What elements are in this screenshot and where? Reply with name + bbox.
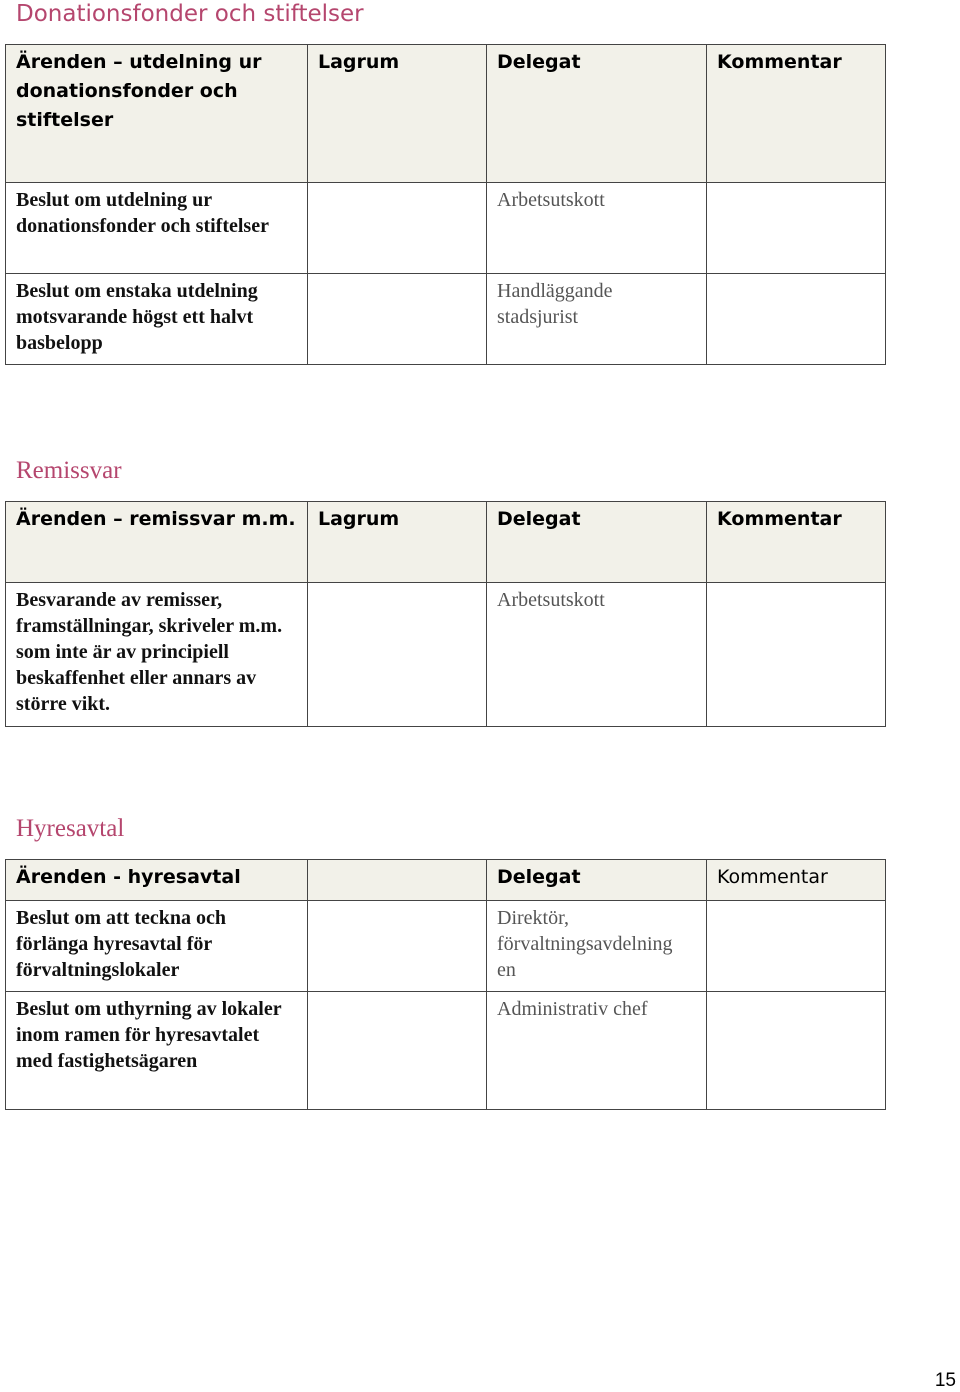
cell-arende: Beslut om att teckna och förlänga hyresavtal för förvaltningslokaler bbox=[6, 901, 308, 992]
section-title-hyresavtal: Hyresavtal bbox=[16, 815, 125, 842]
cell-lagrum bbox=[308, 992, 487, 1110]
cell-delegat: Arbetsutskott bbox=[487, 183, 707, 274]
header-kommentar: Kommentar bbox=[707, 45, 886, 183]
header-kommentar: Kommentar bbox=[707, 860, 886, 901]
header-arenden: Ärenden – remissvar m.m. bbox=[6, 502, 308, 583]
section-title-remissvar: Remissvar bbox=[16, 457, 122, 484]
table-row bbox=[6, 992, 886, 1110]
cell-delegat: Handläggande stadsjurist bbox=[487, 274, 707, 365]
table-donationsfonder bbox=[5, 44, 886, 365]
cell-arende: Besvarande av remisser, framställningar, skriveler m.m. som inte är av principiell beskaffenhet eller annars av större vikt. bbox=[6, 583, 308, 727]
cell-arende: Beslut om utdelning ur donationsfonder och stiftelser bbox=[6, 183, 308, 274]
table-row bbox=[6, 901, 886, 992]
cell-lagrum bbox=[308, 901, 487, 992]
cell-delegat: Direktör, förvaltningsavdelning en bbox=[487, 901, 707, 992]
page-number: 15 bbox=[934, 1370, 956, 1391]
table-row bbox=[6, 583, 886, 727]
header-arenden: Ärenden - hyresavtal bbox=[6, 860, 308, 901]
cell-kommentar bbox=[707, 274, 886, 365]
cell-kommentar bbox=[707, 901, 886, 992]
cell-kommentar bbox=[707, 183, 886, 274]
section-title-donationsfonder: Donationsfonder och stiftelser bbox=[16, 1, 364, 27]
table-hyresavtal bbox=[5, 859, 886, 1110]
table-row bbox=[6, 274, 886, 365]
cell-kommentar bbox=[707, 583, 886, 727]
table-header-row bbox=[6, 45, 886, 183]
header-lagrum: Lagrum bbox=[308, 45, 487, 183]
header-kommentar: Kommentar bbox=[707, 502, 886, 583]
header-delegat: Delegat bbox=[487, 45, 707, 183]
table-row bbox=[6, 183, 886, 274]
cell-lagrum bbox=[308, 583, 487, 727]
cell-lagrum bbox=[308, 183, 487, 274]
cell-kommentar bbox=[707, 992, 886, 1110]
header-delegat: Delegat bbox=[487, 860, 707, 901]
cell-arende: Beslut om uthyrning av lokaler inom ramen för hyresavtalet med fastighetsägaren bbox=[6, 992, 308, 1110]
cell-delegat: Arbetsutskott bbox=[487, 583, 707, 727]
header-arenden: Ärenden – utdelning ur donationsfonder och stiftelser bbox=[6, 45, 308, 183]
cell-delegat: Administrativ chef bbox=[487, 992, 707, 1110]
table-remissvar bbox=[5, 501, 886, 727]
header-lagrum: Lagrum bbox=[308, 502, 487, 583]
header-empty bbox=[308, 860, 487, 901]
cell-arende: Beslut om enstaka utdelning motsvarande högst ett halvt basbelopp bbox=[6, 274, 308, 365]
table-header-row bbox=[6, 860, 886, 901]
table-header-row bbox=[6, 502, 886, 583]
header-delegat: Delegat bbox=[487, 502, 707, 583]
cell-lagrum bbox=[308, 274, 487, 365]
